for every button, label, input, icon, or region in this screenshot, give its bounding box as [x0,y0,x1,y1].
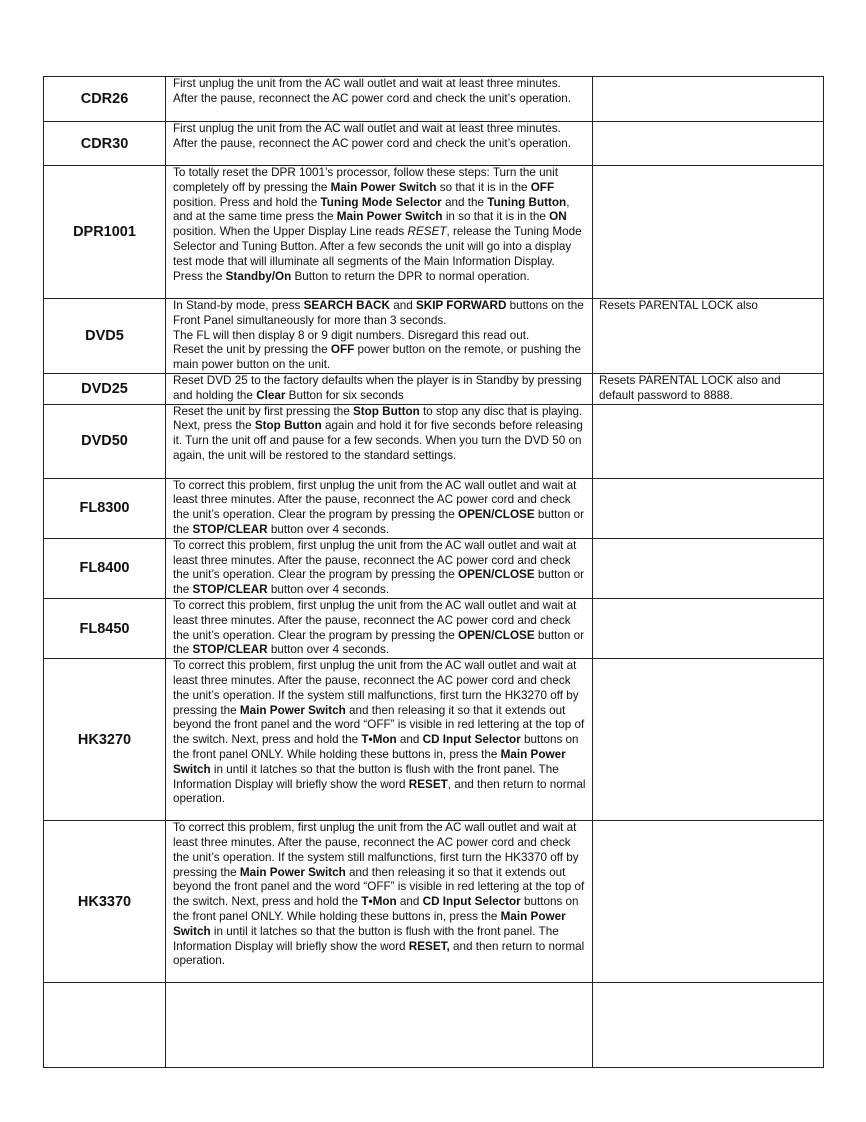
instruction-cell [166,478,593,538]
instruction-text: Tuning Mode Selector [320,195,442,209]
table-row [44,299,824,374]
instruction-text: RESET [408,777,448,791]
instruction-text: STOP/CLEAR [192,583,268,597]
note-cell [593,478,824,538]
note-cell [593,983,824,1068]
model-cell: FL8300 [44,478,166,538]
instruction-text: Main Power Switch [173,909,566,938]
table-row [44,122,824,166]
instruction-text: CD Input Selector [422,733,521,747]
instruction-text: button over 4 seconds. [267,522,390,536]
instruction-text: Main Power Switch [330,180,437,194]
instruction-cell [166,404,593,478]
instruction-text: Main Power Switch [239,865,346,879]
instruction-text: In Stand-by mode, press [173,299,304,312]
instruction-cell [166,299,593,374]
instruction-text: SKIP FORWARD [415,299,507,312]
note-cell [593,166,824,299]
table-row [44,166,824,299]
instruction-text: buttons on the Front Panel simultaneously for more than 3 seconds. [173,299,584,327]
note-cell [593,538,824,598]
table-row [44,404,824,478]
instruction-text: ON [549,210,567,224]
model-cell: FL8400 [44,538,166,598]
instruction-text: in until it latches so that the button is flush with the front panel. The Information Display will briefly show the word [173,924,559,953]
model-cell: FL8450 [44,598,166,658]
note-cell: Resets PARENTAL LOCK also [593,299,824,374]
instruction-text: to stop any disc that is playing. Next, press the [173,404,583,433]
model-cell: DPR1001 [44,166,166,299]
instruction-text: RESET [407,225,447,239]
instruction-text: position. When the Upper Display Line reads [173,225,408,239]
table-body [44,77,824,1068]
instruction-text: , and then return to normal operation. [173,777,586,806]
instruction-text: and then return to normal operation. [173,939,585,968]
instruction-text: First unplug the unit from the AC wall outlet and wait at least three minutes. After the pause, reconnect the AC power cord and check the unit’s operation. [173,77,572,105]
instruction-cell [166,821,593,983]
instruction-cell [166,373,593,404]
instruction-text: Reset the unit by first pressing the [173,404,353,418]
model-cell: DVD50 [44,404,166,478]
model-cell: HK3370 [44,821,166,983]
instruction-cell [166,659,593,821]
note-cell [593,77,824,122]
instruction-text: To correct this problem, first unplug the unit from the AC wall outlet and wait at least three minutes. After the pause, reconnect the AC power cord and check the unit’s operation. Clear the program by pressing the [173,478,577,522]
instruction-text: First unplug the unit from the AC wall outlet and wait at least three minutes. After the pause, reconnect the AC power cord and check the unit’s operation. [173,122,572,150]
instruction-text: OFF [330,343,355,357]
instruction-text: and [389,299,416,312]
instruction-text: OPEN/CLOSE [458,628,535,642]
note-cell [593,404,824,478]
table-row [44,77,824,122]
instruction-text: Main Power Switch [239,703,346,717]
instruction-text: button or the [173,508,585,536]
instruction-text: position. Press and hold the [173,195,321,209]
model-cell [44,983,166,1068]
instruction-text: Button to return the DPR to normal operation. [291,269,530,283]
instruction-text: and the [441,195,488,209]
instruction-cell [166,598,593,658]
instruction-text: RESET, [408,939,450,953]
instruction-text: Main Power Switch [173,747,566,776]
note-cell [593,821,824,983]
table-row [44,983,824,1068]
reset-procedures-table [43,76,824,1068]
instruction-text: button or the [173,628,585,657]
instruction-text: , and at the same time press the [173,195,570,224]
instruction-text: To correct this problem, first unplug the unit from the AC wall outlet and wait at least three minutes. After the pause, reconnect the AC power cord and check the unit’s operation. Clear the program by pressing the [173,598,577,642]
instruction-text: Main Power Switch [336,210,443,224]
instruction-text: STOP/CLEAR [192,522,268,536]
instruction-text: in so that it is in the [442,210,550,224]
instruction-cell [166,983,593,1068]
table-row [44,821,824,983]
instruction-cell [166,122,593,166]
model-cell: DVD5 [44,299,166,374]
note-cell [593,659,824,821]
instruction-text: The FL will then display 8 or 9 digit numbers. Disregard this read out. [173,328,530,342]
instruction-text: STOP/CLEAR [192,643,268,657]
instruction-text: , release the Tuning Mode Selector and Tuning Button. After a few seconds the unit will go into a display test mode that will illuminate all segments of the Main Information Display. Press the [173,225,582,283]
instruction-text: T•Mon [361,895,397,909]
instruction-text: button or the [173,568,585,597]
instruction-text: OPEN/CLOSE [458,508,535,522]
instruction-text: Reset the unit by pressing the [173,343,331,357]
instruction-text: CD Input Selector [422,895,521,909]
instruction-text: again and hold it for five seconds before releasing it. Turn the unit off and pause for a few seconds. When you turn the DVD 50 on again, the unit will be restored to the standard settings. [173,419,583,462]
instruction-text: To correct this problem, first unplug the unit from the AC wall outlet and wait at least three minutes. After the pause, reconnect the AC power cord and check the unit’s operation. If the system still malfunctions, first turn the HK3270 off by pressing the [173,659,579,717]
instruction-text: button over 4 seconds. [267,643,390,657]
instruction-text: so that it is in the [436,180,531,194]
instruction-text: Tuning Button [487,195,567,209]
instruction-text: Stop Button [254,419,322,433]
note-cell [593,122,824,166]
model-cell: DVD25 [44,373,166,404]
instruction-text: and [396,895,423,909]
model-cell: HK3270 [44,659,166,821]
instruction-text: To correct this problem, first unplug the unit from the AC wall outlet and wait at least three minutes. After the pause, reconnect the AC power cord and check the unit’s operation. Clear the program by pressing the [173,538,577,582]
instruction-text: Clear [256,388,286,402]
instruction-text: button over 4 seconds. [267,583,390,597]
instruction-text: and [396,733,423,747]
instruction-text: Button for six seconds [285,388,404,402]
note-cell: Resets PARENTAL LOCK also and default password to 8888. [593,373,824,404]
instruction-text: OFF [530,180,555,194]
instruction-text: power button on the remote, or pushing the main power button on the unit. [173,343,582,372]
instruction-text: buttons on the front panel ONLY. While holding these buttons in, press the [173,733,579,761]
instruction-text: buttons on the front panel ONLY. While holding these buttons in, press the [173,895,579,923]
instruction-text: and then releasing it so that it extends out beyond the front panel and the word “OFF” is visible in red lettering at the top of the switch. Next, press and hold the [173,703,585,747]
table-row [44,373,824,404]
instruction-text: Stop Button [352,404,420,418]
instruction-text: To totally reset the DPR 1001’s processor, follow these steps: Turn the unit completely off by pressing the [173,166,559,194]
instruction-cell [166,538,593,598]
instruction-cell [166,77,593,122]
instruction-text: SEARCH BACK [303,299,390,312]
instruction-text: in until it latches so that the button is flush with the front panel. The Information Display will briefly show the word [173,762,559,791]
instruction-text: OPEN/CLOSE [458,568,535,582]
instruction-text: T•Mon [361,733,397,747]
table-row [44,659,824,821]
instruction-text: Reset DVD 25 to the factory defaults when the player is in Standby by pressing and holding the [173,373,582,402]
instruction-text: and then releasing it so that it extends out beyond the front panel and the word “OFF” is visible in red lettering at the top of the switch. Next, press and hold the [173,865,585,909]
model-cell: CDR30 [44,122,166,166]
table-row [44,538,824,598]
instruction-cell [166,166,593,299]
instruction-text: Standby/On [225,269,292,283]
table-row [44,478,824,538]
model-cell: CDR26 [44,77,166,122]
note-cell [593,598,824,658]
table-row [44,598,824,658]
instruction-text: To correct this problem, first unplug the unit from the AC wall outlet and wait at least three minutes. After the pause, reconnect the AC power cord and check the unit’s operation. If the system still malfunctions, first turn the HK3370 off by pressing the [173,821,579,879]
